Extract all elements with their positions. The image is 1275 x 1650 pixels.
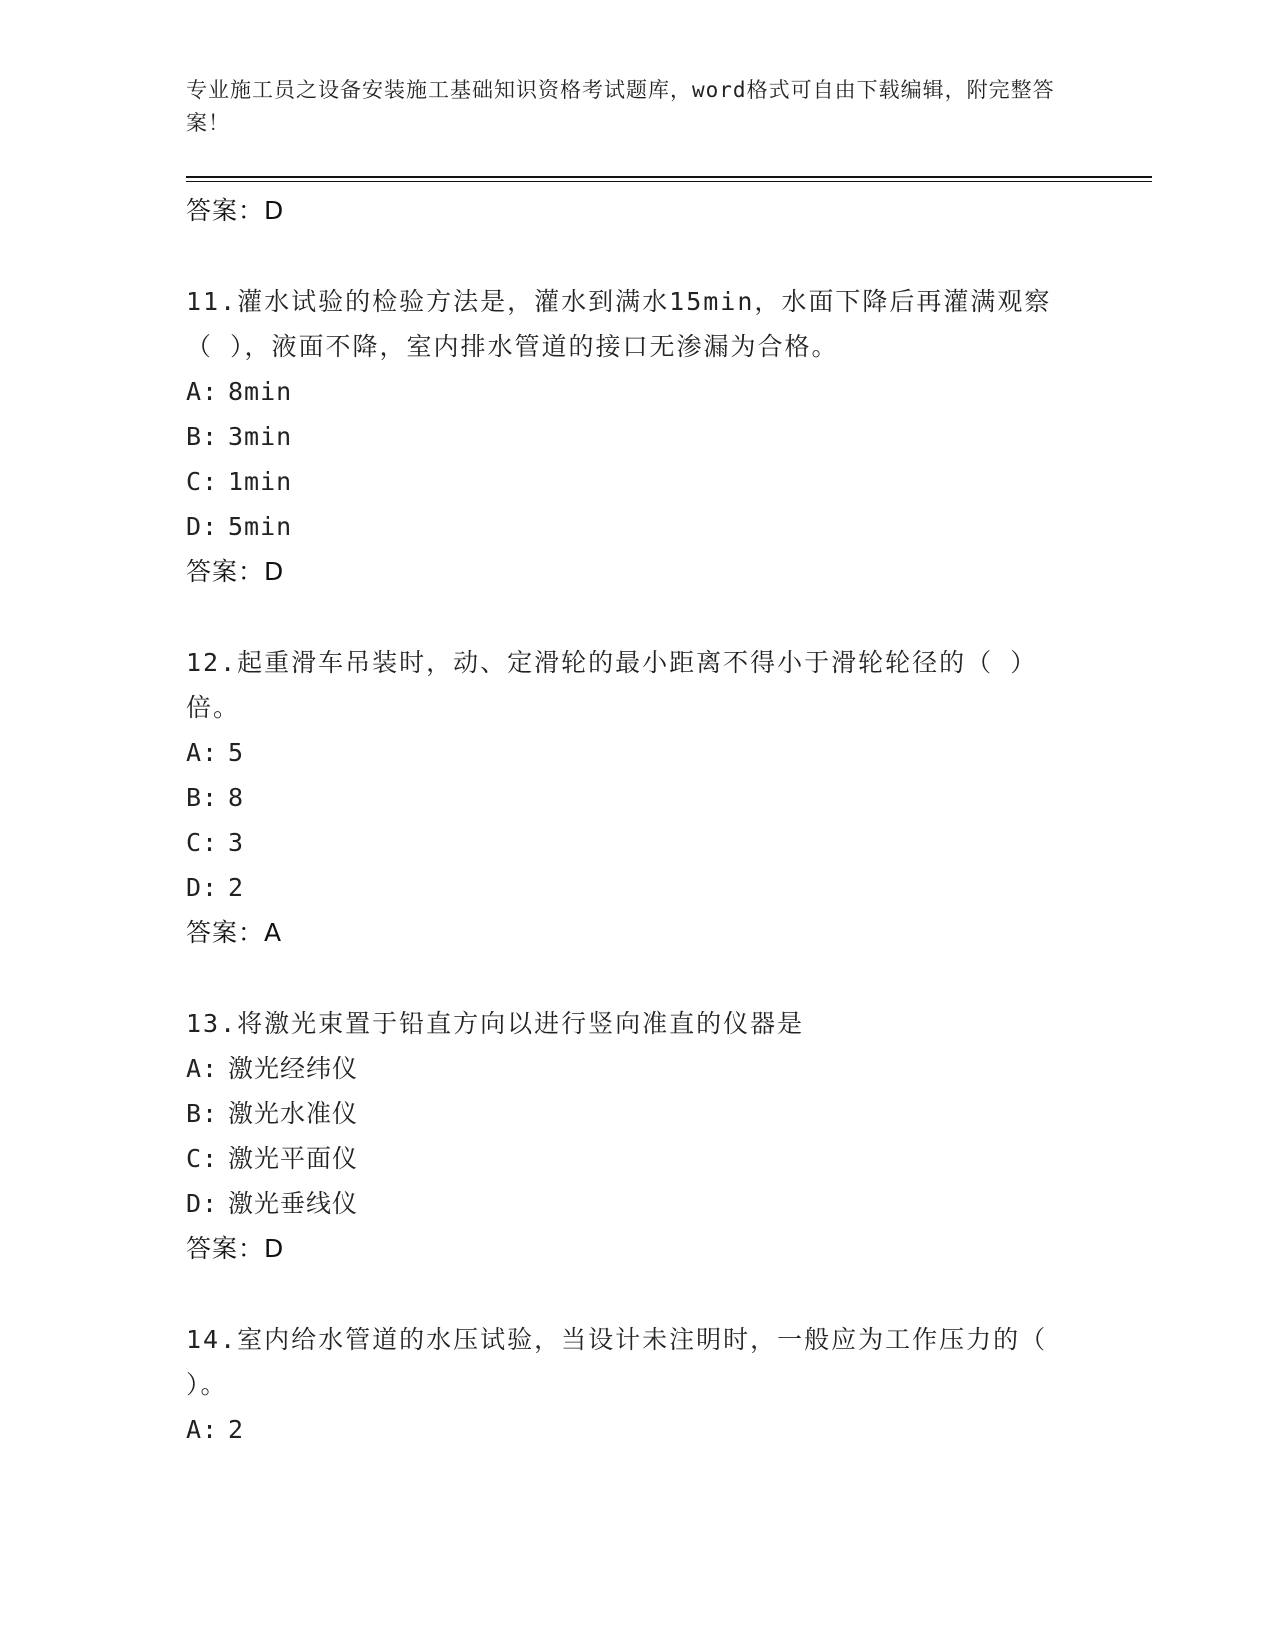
question-list xyxy=(186,188,1152,1452)
answer-line: 答案：D xyxy=(186,196,285,225)
answer-line: 答案：D xyxy=(186,557,285,586)
answer-line: 答案：A xyxy=(186,918,283,947)
page-header: 专业施工员之设备安装施工基础知识资格考试题库，word格式可自由下载编辑，附完整答案！ xyxy=(186,78,1055,135)
option-d xyxy=(186,504,1152,549)
option-text: 5min xyxy=(228,512,293,541)
question-stem: 14.室内给水管道的水压试验，当设计未注明时，一般应为工作压力的（ ）。 xyxy=(186,1325,1048,1399)
option-b xyxy=(186,1091,1152,1136)
option-d xyxy=(186,865,1152,910)
option-text: 8 xyxy=(228,783,245,812)
option-text: 8min xyxy=(228,377,293,406)
option-label: A: xyxy=(186,1054,219,1083)
option-b xyxy=(186,775,1152,820)
option-a xyxy=(186,1407,1152,1452)
option-text: 3min xyxy=(228,422,293,451)
answer-line: 答案：D xyxy=(186,1234,285,1263)
option-text: 激光经纬仪 xyxy=(228,1054,359,1083)
option-c xyxy=(186,1136,1152,1181)
question-11 xyxy=(186,279,1152,595)
option-label: D: xyxy=(186,1189,219,1218)
document-page xyxy=(186,0,1152,1650)
option-a xyxy=(186,369,1152,414)
option-b xyxy=(186,414,1152,459)
option-label: A: xyxy=(186,1415,219,1444)
option-a xyxy=(186,730,1152,775)
option-text: 激光垂线仪 xyxy=(228,1189,359,1218)
option-c xyxy=(186,459,1152,504)
option-text: 5 xyxy=(228,738,245,767)
question-stem: 13.将激光束置于铅直方向以进行竖向准直的仪器是 xyxy=(186,1009,805,1038)
option-text: 3 xyxy=(228,828,245,857)
option-label: C: xyxy=(186,467,219,496)
option-label: B: xyxy=(186,1099,219,1128)
option-label: D: xyxy=(186,873,219,902)
option-text: 2 xyxy=(228,1415,245,1444)
header-rule-thin xyxy=(186,181,1152,182)
option-text: 激光水准仪 xyxy=(228,1099,359,1128)
question-stem: 12.起重滑车吊装时，动、定滑轮的最小距离不得小于滑轮轮径的（ ）倍。 xyxy=(186,648,1038,722)
header-rule-thick xyxy=(186,176,1152,178)
option-label: B: xyxy=(186,783,219,812)
option-d xyxy=(186,1181,1152,1226)
option-label: B: xyxy=(186,422,219,451)
question-14 xyxy=(186,1317,1152,1452)
question-13 xyxy=(186,1001,1152,1272)
option-label: C: xyxy=(186,828,219,857)
option-text: 1min xyxy=(228,467,293,496)
option-text: 激光平面仪 xyxy=(228,1144,359,1173)
option-label: A: xyxy=(186,738,219,767)
question-12 xyxy=(186,640,1152,956)
option-label: D: xyxy=(186,512,219,541)
option-a xyxy=(186,1046,1152,1091)
option-label: A: xyxy=(186,377,219,406)
question-stem: 11.灌水试验的检验方法是，灌水到满水15min，水面下降后再灌满观察（ ），液面不降，室内排水管道的接口无渗漏为合格。 xyxy=(186,287,1052,361)
option-label: C: xyxy=(186,1144,219,1173)
option-c xyxy=(186,820,1152,865)
option-text: 2 xyxy=(228,873,245,902)
